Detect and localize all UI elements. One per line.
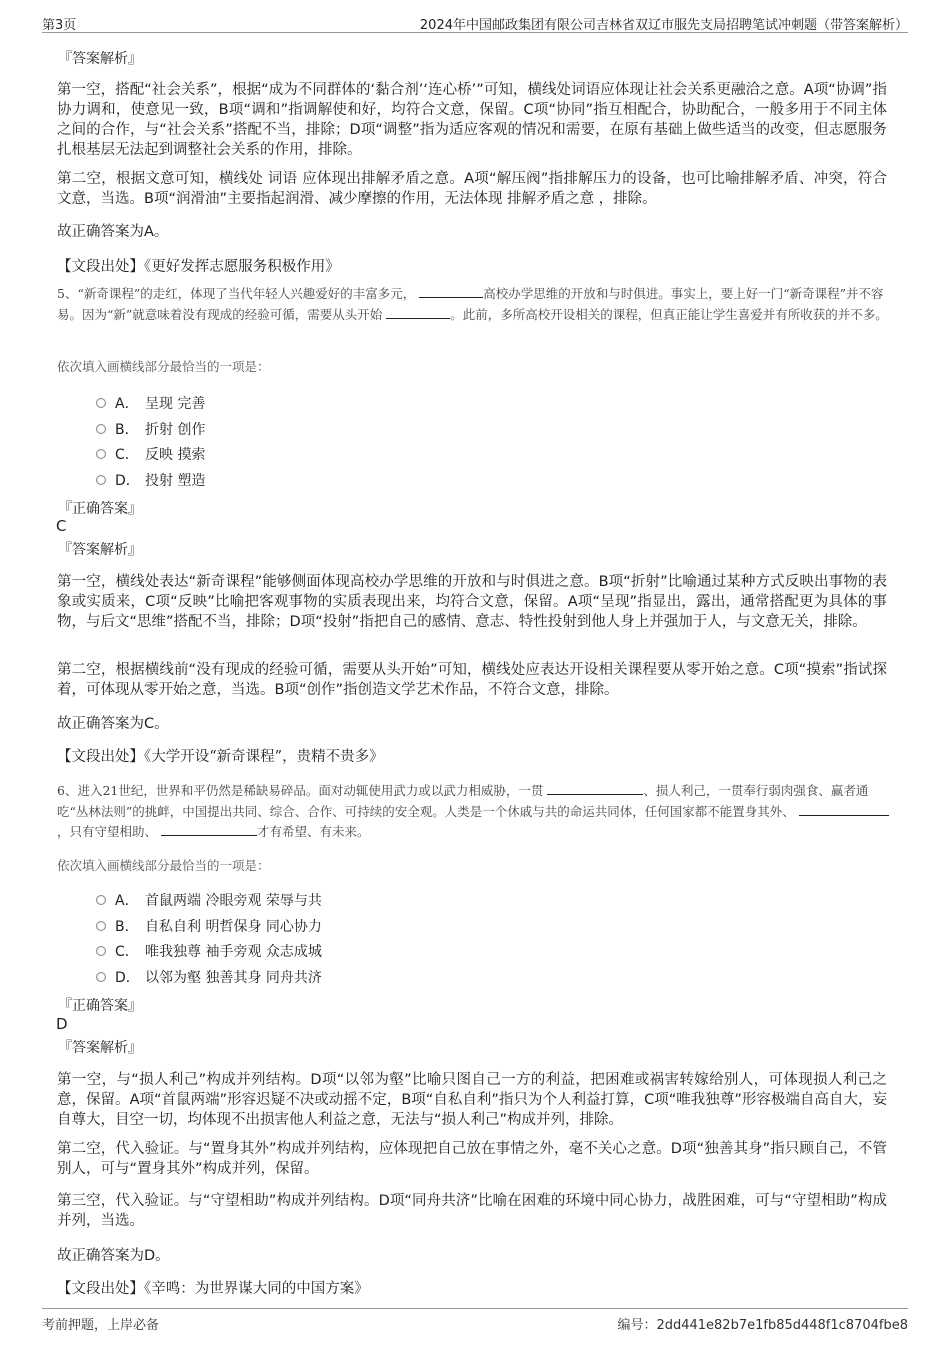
document-id: 编号：2dd441e82b7e1fb85d448f1c8704fbe8 [617,1318,908,1333]
q5-analysis-label: 『答案解析』 [58,542,142,558]
q5-option-b[interactable]: B． 折射 创作 [96,419,205,441]
document-title: 2024年中国邮政集团有限公司吉林省双辽市服先支局招聘笔试冲刺题（带答案解析） [419,18,908,33]
q6-option-b[interactable]: B． 自私自利 明哲保身 同心协力 [96,916,322,938]
page-header [42,12,908,33]
radio-icon[interactable] [96,946,106,956]
q5-analysis-p1: 第一空，横线处表达“新奇课程”能够侧面体现高校办学思维的开放和与时俱进之意。B项“折射”比喻通过某种方式反映出事物的表象或实质来，C项“反映”比喻把客观事物的实质表现出来，均符合文意，保留。A项“呈现”指显出，露出，通常搭配更为具体的事物，与后文“思维”搭配不当，排除；D项“投射”指把自己的感情、意志、特性投射到他人身上并强加于人，与文意无关，排除。 [57,574,887,630]
q4-analysis-p2: 第二空，根据文意可知，横线处 词语 应体现出排解矛盾之意。A项“解压阀”指排解压力的设备，也可比喻排解矛盾、冲突，符合文意，当选。B项“润滑油”主要指起润滑、减少摩擦的作用，无法体现 排解矛盾之意 ，排除。 [57,171,887,207]
q5-conclusion: 故正确答案为C。 [57,716,169,732]
q5-stem: 5、“新奇课程”的走红，体现了当代年轻人兴趣爱好的丰富多元， 高校办学思维的开放和与时俱进。事实上，要上好一门“新奇课程”并不容易。因为“新”就意味着没有现成的经验可循，需要从头开始 。此前，多所高校开设相关的课程，但真正能让学生喜爱并有所收获的并不多。 [57,286,888,322]
blank-3[interactable] [161,822,257,836]
q6-analysis-p1: 第一空，与“损人利己”构成并列结构。D项“以邻为壑”比喻只图自己一方的利益，把困难或祸害转嫁给别人，可体现损人利己之意，保留。A项“首鼠两端”形容迟疑不决或动摇不定，B项“自私自利”指只为个人利益打算，C项“唯我独尊”形容极端自高自大，妄自尊大，目空一切，均体现不出损害他人利益之意，无法与“损人利己”构成并列，排除。 [57,1072,887,1128]
q6-prompt: 依次填入画横线部分最恰当的一项是： [57,858,270,873]
q5-option-d[interactable]: D． 投射 塑造 [96,470,205,492]
q5-option-a[interactable]: A． 呈现 完善 [96,393,205,415]
page-footer [42,1308,908,1331]
q6-conclusion: 故正确答案为D。 [57,1248,170,1264]
q5-analysis-p2: 第二空，根据横线前“没有现成的经验可循，需要从头开始”可知，横线处应表达开设相关课程要从零开始之意。C项“摸索”指试探着，可体现从零开始之意，当选。B项“创作”指创造文学艺术作品，不符合文意，排除。 [57,662,887,698]
radio-icon[interactable] [96,895,106,905]
q6-answer: D [56,1015,68,1033]
q5-option-c[interactable]: C． 反映 摸索 [96,444,205,466]
q6-option-d[interactable]: D． 以邻为壑 独善其身 同舟共济 [96,967,322,989]
q6-option-a[interactable]: A． 首鼠两端 冷眼旁观 荣辱与共 [96,890,322,912]
radio-icon[interactable] [96,475,106,485]
q6-correct-label: 『正确答案』 [58,998,142,1014]
q6-analysis-p3: 第三空，代入验证。与“守望相助”构成并列结构。D项“同舟共济”比喻在困难的环境中同心协力，战胜困难，可与“守望相助”构成并列，当选。 [57,1193,887,1229]
q5-correct-label: 『正确答案』 [58,501,142,517]
blank-2[interactable] [386,305,450,319]
q6-stem: 6、进入21世纪，世界和平仍然是稀缺易碎品。面对动辄使用武力或以武力相威胁，一贯 、损人利己，一贯奉行弱肉强食、赢者通吃“丛林法则”的挑衅，中国提出共同、综合、合作、可持续的安全观。人类是一个休戚与共的命运共同体，任何国家都不能置身其外、 ，只有守望相助、 才有希望、有未来。 [57,781,893,843]
radio-icon[interactable] [96,972,106,982]
q4-analysis-p1: 第一空，搭配“社会关系”，根据“成为不同群体的‘黏合剂’‘连心桥’”可知，横线处词语应体现让社会关系更融洽之意。A项“协调”指协力调和，使意见一致，B项“调和”指调解使和好，均符合文意，保留。C项“协同”指互相配合，协助配合，一般多用于不同主体之间的合作，与“社会关系”搭配不当，排除；D项“调整”指为适应客观的情况和需要，在原有基础上做些适当的改变，但志愿服务扎根基层无法起到调整社会关系的作用，排除。 [57,82,887,158]
q4-conclusion: 故正确答案为A。 [57,224,169,240]
q4-source: 【文段出处】《更好发挥志愿服务积极作用》 [57,259,340,275]
footer-slogan: 考前押题，上岸必备 [42,1318,160,1333]
q5-prompt: 依次填入画横线部分最恰当的一项是： [57,359,270,374]
radio-icon[interactable] [96,921,106,931]
q5-answer: C [56,517,67,535]
blank-1[interactable] [419,284,483,298]
radio-icon[interactable] [96,398,106,408]
q6-option-c[interactable]: C． 唯我独尊 袖手旁观 众志成城 [96,941,322,963]
radio-icon[interactable] [96,449,106,459]
blank-1[interactable] [547,781,643,795]
q4-analysis-label: 『答案解析』 [58,51,142,67]
q5-source: 【文段出处】《大学开设“新奇课程”，贵精不贵多》 [57,749,384,765]
q6-analysis-p2: 第二空，代入验证。与“置身其外”构成并列结构，应体现把自己放在事情之外，毫不关心之意。D项“独善其身”指只顾自己，不管别人，可与“置身其外”构成并列，保留。 [57,1141,887,1177]
q6-analysis-label: 『答案解析』 [58,1040,142,1056]
blank-2[interactable] [799,802,889,816]
page-number: 第3页 [42,18,77,33]
radio-icon[interactable] [96,424,106,434]
q6-source: 【文段出处】《辛鸣：为世界谋大同的中国方案》 [57,1281,369,1297]
